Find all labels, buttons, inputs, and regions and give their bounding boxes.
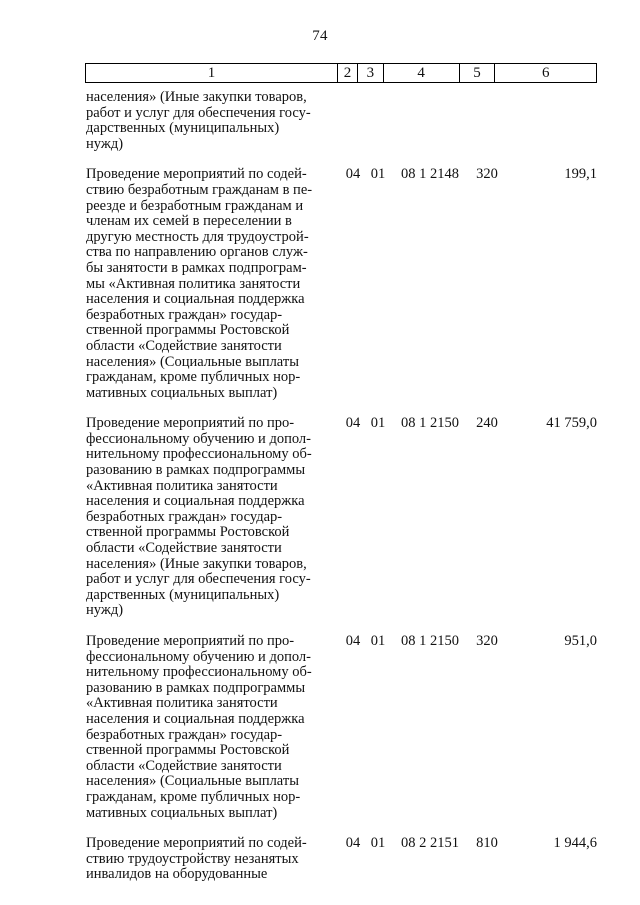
description-line: населения» (Социальные выплаты <box>86 353 299 370</box>
table-header <box>85 63 597 83</box>
description-line: населения» (Социальные выплаты <box>86 773 299 790</box>
section-code: 04 <box>345 415 361 432</box>
description-line: разованию в рамках подпрограммы <box>86 679 306 696</box>
description-line: ственной программы Ростовской <box>86 524 290 541</box>
row-description <box>86 634 333 821</box>
amount: 41 759,0 <box>546 415 597 432</box>
header-col-4: 4 <box>383 64 459 82</box>
row-description <box>86 836 333 883</box>
section-code: 04 <box>345 633 361 649</box>
table-row <box>86 836 597 883</box>
description-line: Проведение мероприятий по про- <box>86 415 295 432</box>
amount: 199,1 <box>564 166 597 183</box>
page-number: 74 <box>312 28 328 44</box>
description-line: гражданам, кроме публичных нор- <box>86 788 301 805</box>
header-col-5: 5 <box>459 64 495 82</box>
target-article-code <box>391 90 469 152</box>
description-line: работ и услуг для обеспечения госу- <box>86 104 311 121</box>
table-row <box>86 634 597 821</box>
description-line: гражданам, кроме публичных нор- <box>86 369 301 386</box>
subsection-code: 01 <box>370 835 386 852</box>
description-line: ства по направлению органов служ- <box>86 244 308 261</box>
description-line: разованию в рамках подпрограммы <box>86 462 306 479</box>
header-col-6: 6 <box>494 64 596 82</box>
target-article-code: 08 1 2148 <box>401 166 459 183</box>
description-line: фессиональному обучению и допол- <box>86 648 311 665</box>
description-line: работ и услуг для обеспечения госу- <box>86 571 311 588</box>
description-line: членам их семей в переселении в <box>86 213 292 230</box>
expense-type-code <box>469 90 505 152</box>
description-line: мативных социальных выплат) <box>86 384 278 401</box>
subsection-code: 01 <box>370 166 386 183</box>
description-line: Проведение мероприятий по содей- <box>86 166 307 183</box>
row-description <box>86 416 333 619</box>
description-line: другую местность для трудоустрой- <box>86 228 309 245</box>
description-line: бы занятости в рамках подпрограм- <box>86 259 307 276</box>
section-code: 04 <box>345 166 361 183</box>
description-line: «Активная политика занятости <box>86 695 278 712</box>
description-line: населения и социальная поддержка <box>86 291 305 308</box>
description-line: инвалидов на оборудованные <box>86 866 268 883</box>
description-line: дарственных (муниципальных) <box>86 586 280 603</box>
amount <box>505 90 597 152</box>
description-line: области «Содействие занятости <box>86 757 282 774</box>
target-article-code: 08 2 2151 <box>401 835 459 852</box>
description-line: мативных социальных выплат) <box>86 804 278 821</box>
description-line: нужд) <box>86 135 124 152</box>
subsection-code: 01 <box>370 633 386 649</box>
description-line: ствию безработным гражданам в пе- <box>86 181 313 198</box>
description-line: области «Содействие занятости <box>86 337 282 354</box>
target-article-code: 08 1 2150 <box>401 415 459 432</box>
expense-type-code: 240 <box>476 415 498 432</box>
description-line: нительному профессиональному об- <box>86 664 312 681</box>
expense-type-code: 320 <box>476 166 498 183</box>
description-line: ствию трудоустройству незанятых <box>86 850 299 867</box>
description-line: Проведение мероприятий по содей- <box>86 835 307 852</box>
description-line: ственной программы Ростовской <box>86 742 290 759</box>
table-row <box>86 90 597 152</box>
description-line: населения и социальная поддержка <box>86 710 305 727</box>
description-line: населения и социальная поддержка <box>86 493 305 510</box>
table-row <box>86 416 597 619</box>
header-col-3: 3 <box>357 64 383 82</box>
description-line: реезде и безработным гражданам и <box>86 197 304 214</box>
description-line: населения» (Иные закупки товаров, <box>86 555 307 572</box>
table-row <box>86 167 597 401</box>
description-line: нительному профессиональному об- <box>86 446 312 463</box>
expense-type-code: 810 <box>476 835 498 852</box>
header-col-2: 2 <box>337 64 357 82</box>
description-line: мы «Активная политика занятости <box>86 275 301 292</box>
description-line: «Активная политика занятости <box>86 477 278 494</box>
description-line: дарственных (муниципальных) <box>86 120 280 137</box>
description-line: безработных граждан» государ- <box>86 508 283 525</box>
target-article-code: 08 1 2150 <box>401 633 459 649</box>
description-line: безработных граждан» государ- <box>86 306 283 323</box>
row-description <box>86 90 333 152</box>
description-line: ственной программы Ростовской <box>86 322 290 339</box>
description-line: населения» (Иные закупки товаров, <box>86 89 307 105</box>
description-line: Проведение мероприятий по про- <box>86 633 295 649</box>
amount: 951,0 <box>564 633 597 649</box>
description-line: нужд) <box>86 602 124 619</box>
description-line: фессиональному обучению и допол- <box>86 430 311 447</box>
section-code <box>341 90 365 152</box>
subsection-code <box>365 90 391 152</box>
table-body <box>86 90 597 883</box>
description-line: области «Содействие занятости <box>86 540 282 557</box>
expense-type-code: 320 <box>476 633 498 649</box>
section-code: 04 <box>345 835 361 852</box>
subsection-code: 01 <box>370 415 386 432</box>
description-line: безработных граждан» государ- <box>86 726 283 743</box>
header-col-1: 1 <box>207 65 216 81</box>
amount: 1 944,6 <box>553 835 597 852</box>
row-description <box>86 167 333 401</box>
